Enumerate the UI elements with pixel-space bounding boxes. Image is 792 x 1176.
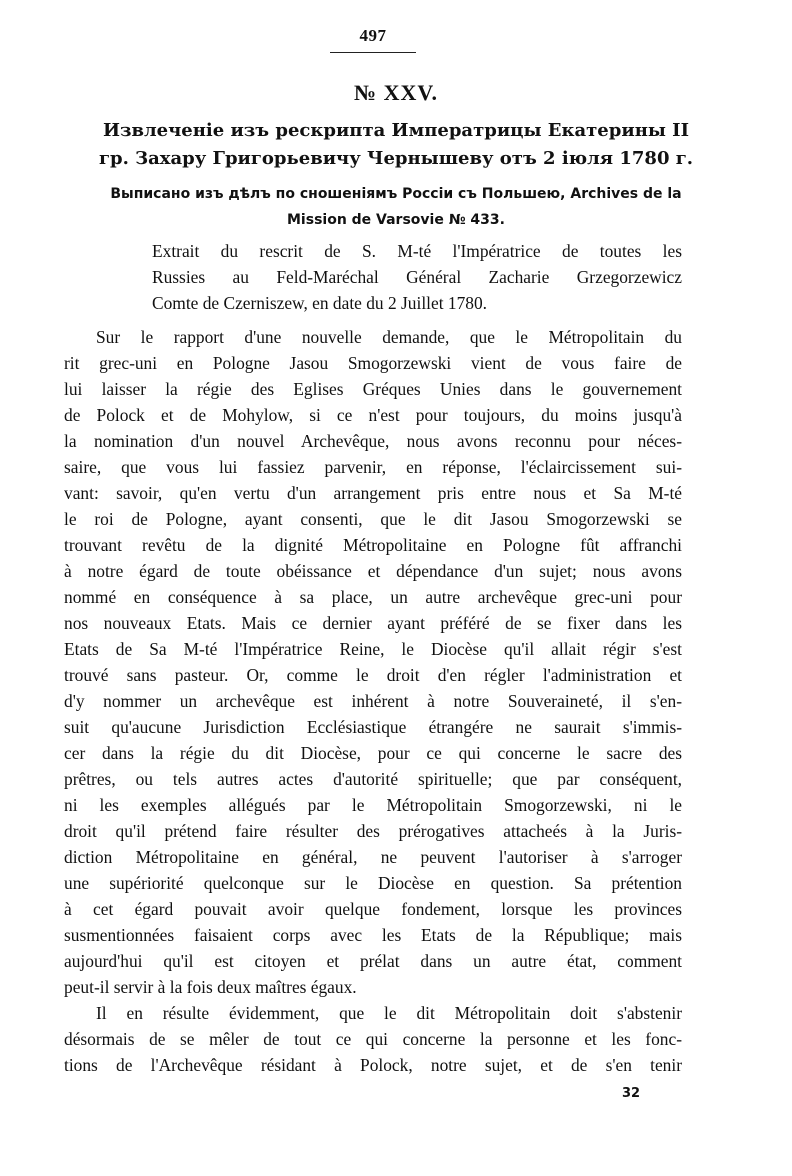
body-line: lui laisser la régie des Eglises Gréques Unies dans le gouvernement	[64, 379, 682, 399]
body-line: de Polock et de Mohylow, si ce n'est pour toujours, du moins jusqu'à	[64, 405, 682, 425]
body-line: ni les exemples allégués par le Métropolitain Smogorzewski, ni le	[64, 795, 682, 815]
page-number: 497	[359, 26, 387, 45]
body-line: la nomination d'un nouvel Archevêque, nous avons reconnu pour néces-	[64, 431, 682, 451]
body-line: à cet égard pouvait avoir quelque fondement, lorsque les provinces	[64, 899, 682, 919]
body-line: trouvé sans pasteur. Or, comme le droit d'en régler l'administration et	[64, 665, 682, 685]
document-number: № XXV.	[354, 80, 438, 105]
body-line: nommé en conséquence à sa place, un autre archevêque grec-uni pour	[64, 587, 682, 607]
body-line: rit grec-uni en Pologne Jasou Smogorzewski vient de vous faire de	[64, 353, 682, 373]
body-line: tions de l'Archevêque résidant à Polock, notre sujet, et de s'en tenir	[64, 1055, 682, 1075]
body-line: une supériorité quelconque sur le Diocèse en question. Sa prétention	[64, 873, 682, 893]
body-line: désormais de se mêler de tout ce qui concerne la personne et les fonc-	[64, 1029, 682, 1049]
body-line: vant: savoir, qu'en vertu d'un arrangement pris entre nous et Sa M-té	[64, 483, 682, 503]
body-line: à notre égard de toute obéissance et dépendance d'un sujet; nous avons	[64, 561, 682, 581]
heading-line-2: гр. Захару Григорьевичу Чернышеву отъ 2 іюля 1780 г.	[98, 148, 694, 169]
body-line: Il en résulte évidemment, que le dit Métropolitain doit s'abstenir	[96, 1003, 682, 1023]
body-line: prêtres, ou tels autres actes d'autorité spirituelle; que par conséquent,	[64, 769, 682, 789]
source-line-1: Выписано изъ дѣлъ по сношеніямъ Россіи съ Польшею, Archives de la	[110, 186, 682, 202]
body-line: nos nouveaux Etats. Mais ce dernier ayant préféré de se fixer dans les	[64, 613, 682, 633]
body-line: Etats de Sa M-té l'Impératrice Reine, le Diocèse qu'il allait régir s'est	[64, 639, 682, 659]
body-line: suit qu'aucune Jurisdiction Ecclésiastique étrangére ne saurait s'immis-	[64, 717, 682, 737]
heading-line-1: Извлеченіе изъ рескрипта Императрицы Екатерины II	[102, 120, 690, 141]
body-line: d'y nommer un archevêque est inhérent à notre Souveraineté, il s'en-	[64, 691, 682, 711]
page-number-rule	[330, 52, 416, 53]
french-title-line: Comte de Czerniszew, en date du 2 Juillet 1780.	[152, 293, 488, 313]
french-title-line: Russies au Feld-Maréchal Général Zacharie Grzegorzewicz	[152, 267, 682, 287]
body-line: droit qu'il prétend faire résulter des prérogatives attacheés à la Juris-	[64, 821, 682, 841]
signature-mark: 32	[622, 1086, 641, 1101]
body-line: susmentionnées faisaient corps avec les Etats de la République; mais	[64, 925, 682, 945]
source-line-2: Mission de Varsovie № 433.	[287, 212, 505, 228]
body-line: trouvant revêtu de la dignité Métropolitaine en Pologne fût affranchi	[64, 535, 682, 555]
body-line: saire, que vous lui fassiez parvenir, en réponse, l'éclaircissement sui-	[64, 457, 682, 477]
body-line: diction Métropolitaine en général, ne peuvent l'autoriser à s'arroger	[64, 847, 682, 867]
body-line: peut-il servir à la fois deux maîtres égaux.	[64, 977, 357, 997]
body-line: cer dans la régie du dit Diocèse, pour ce qui concerne le sacre des	[64, 743, 682, 763]
french-title-line: Extrait du rescrit de S. M-té l'Impératrice de toutes les	[152, 241, 682, 261]
body-line: Sur le rapport d'une nouvelle demande, que le Métropolitain du	[96, 327, 682, 347]
body-line: le roi de Pologne, ayant consenti, que le dit Jasou Smogorzewski se	[64, 509, 682, 529]
body-line: aujourd'hui qu'il est citoyen et prélat dans un autre état, comment	[64, 951, 682, 971]
